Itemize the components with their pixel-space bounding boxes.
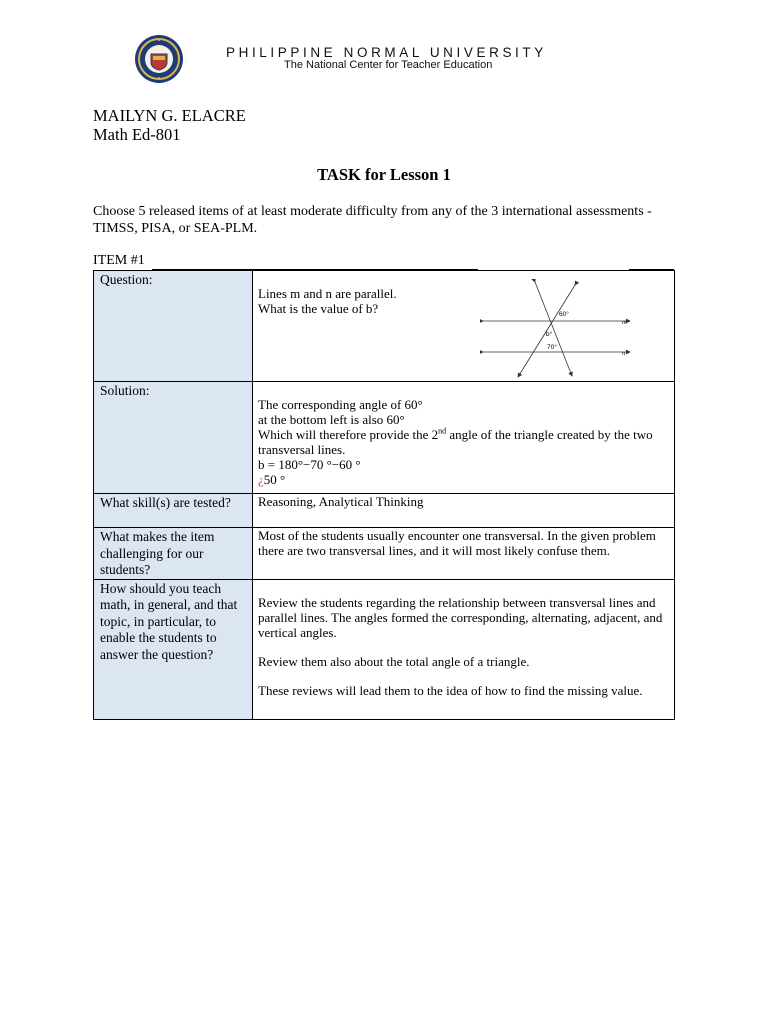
page-title: TASK for Lesson 1 <box>317 165 451 184</box>
row-label-challenge: What makes the item challenging for our students? <box>94 528 253 580</box>
instructions-text: Choose 5 released items of at least moderate difficulty from any of the 3 international assessments - TIMSS, PISA, or SEA-PLM. <box>93 204 652 236</box>
university-seal-logo <box>134 34 184 84</box>
row-label-teaching: How should you teach math, in general, and that topic, in particular, to enable the students to answer the question? <box>94 579 253 719</box>
question-cell <box>253 271 675 382</box>
table-row-challenge <box>94 528 675 580</box>
parallel-lines-figure <box>480 279 635 380</box>
question-line-1: Lines m and n are parallel. <box>258 286 397 301</box>
solution-cell <box>253 382 675 494</box>
university-subtitle: The National Center for Teacher Education <box>284 59 493 71</box>
solution-line-4: b = 180°−70 °−60 ° <box>258 457 361 472</box>
course-code: Math Ed-801 <box>93 125 181 144</box>
table-row-teaching <box>94 579 675 719</box>
author-name: MAILYN G. ELACRE <box>93 106 246 125</box>
angle-label-b: b° <box>546 331 553 338</box>
task-table <box>93 270 675 720</box>
line-label-m: m <box>622 319 627 326</box>
table-row-solution <box>94 382 675 494</box>
question-line-2: What is the value of b? <box>258 301 379 316</box>
angle-label-bottom: 70° <box>547 344 557 351</box>
author-block <box>93 106 246 144</box>
solution-line-1: The corresponding angle of 60° <box>258 397 423 412</box>
solution-line-2: at the bottom left is also 60° <box>258 412 405 427</box>
teaching-paragraph-3: These reviews will lead them to the idea of how to find the missing value. <box>258 682 643 698</box>
teaching-paragraph-1: Review the students regarding the relationship between transversal lines and parallel lines. The angles formed the corresponding, alternating, adjacent, and vertical angles. <box>258 594 663 640</box>
item-label: ITEM #1 <box>93 253 145 268</box>
university-name: PHILIPPINE NORMAL UNIVERSITY <box>226 45 547 60</box>
teaching-cell <box>253 579 675 719</box>
line-label-n: n <box>622 350 626 357</box>
teaching-paragraph-2: Review them also about the total angle of a triangle. <box>258 653 530 669</box>
row-label-skills: What skill(s) are tested? <box>94 494 253 528</box>
table-row-question <box>94 271 675 382</box>
table-row-skills <box>94 494 675 528</box>
challenge-value: Most of the students usually encounter one transversal. In the given problem there are two transversal lines, and it will most likely confuse them. <box>253 528 675 580</box>
row-label-question: Question: <box>94 271 253 382</box>
transversal-1 <box>535 282 572 376</box>
skills-value: Reasoning, Analytical Thinking <box>253 494 675 528</box>
angle-label-top: 60° <box>559 311 569 318</box>
solution-line-5: ¿50 ° <box>258 472 286 487</box>
row-label-solution: Solution: <box>94 382 253 494</box>
solution-line-3: Which will therefore provide the 2nd angle of the triangle created by the two transversal lines. <box>258 426 653 457</box>
